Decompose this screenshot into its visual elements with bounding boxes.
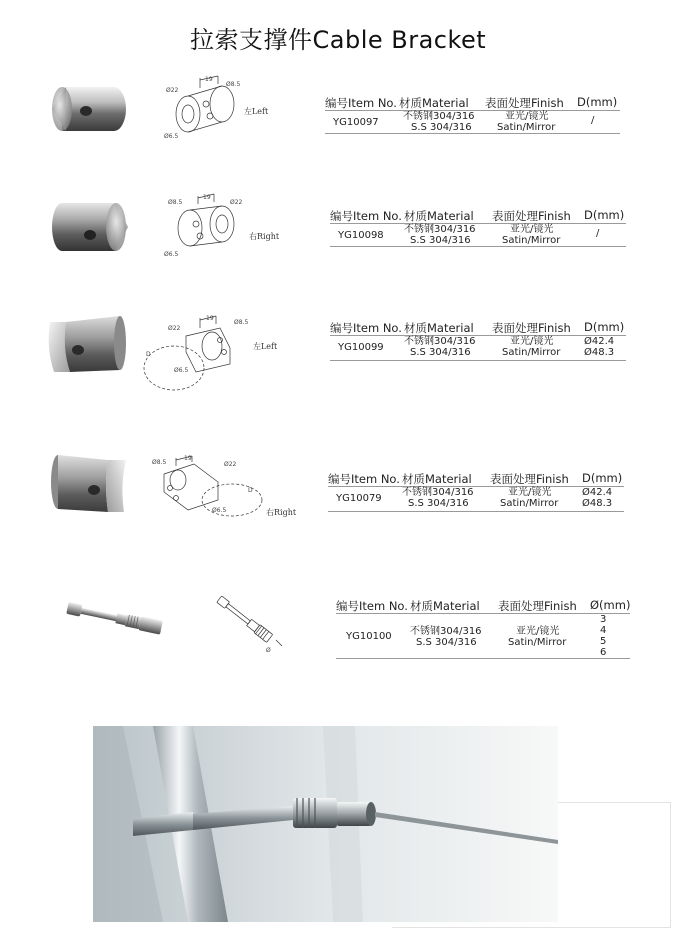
- dim-label: 19: [184, 455, 192, 462]
- item-no: YG10100: [346, 631, 392, 642]
- cylinder-bracket-photo: [48, 193, 132, 263]
- header-finish: 表面处理Finish: [492, 321, 571, 335]
- technical-drawing: [148, 452, 268, 527]
- dimension-value: /: [596, 228, 600, 239]
- dimension-value: 3: [600, 614, 607, 625]
- dimension-value: Ø42.4: [584, 336, 615, 347]
- finish-cn: 亚光/镜光: [508, 487, 552, 498]
- saddle-bracket-photo: [44, 308, 130, 380]
- header-material: 材质Material: [399, 96, 469, 110]
- material-cn: 不锈钢304/316: [410, 626, 482, 637]
- spec-table: [336, 598, 630, 658]
- finish-en: Satin/Mirror: [508, 637, 567, 648]
- item-no: YG10097: [333, 117, 379, 128]
- material-en: S.S 304/316: [411, 122, 472, 133]
- item-no: YG10099: [338, 342, 384, 353]
- header-material: 材质Material: [404, 321, 474, 335]
- material-cn: 不锈钢304/316: [403, 111, 475, 122]
- table-rule: [330, 246, 626, 247]
- product-photo: [44, 308, 130, 380]
- dim-label: Ø22: [166, 87, 179, 94]
- side-label: 右Right: [266, 508, 297, 517]
- dim-label: Ø8.5: [168, 199, 183, 206]
- finish-cn: 亚光/镜光: [516, 626, 560, 637]
- header-item: 编号Item No.: [330, 209, 402, 223]
- header-item: 编号Item No.: [336, 599, 408, 613]
- material-en: S.S 304/316: [408, 498, 469, 509]
- dim-label: Ø22: [230, 199, 243, 206]
- material-cn: 不锈钢304/316: [402, 487, 474, 498]
- side-label: 左Left: [244, 107, 269, 116]
- header-item: 编号Item No.: [328, 472, 400, 486]
- material-en: S.S 304/316: [410, 235, 471, 246]
- cylinder-bracket-photo: [48, 75, 132, 145]
- dimension-value: Ø42.4: [582, 487, 613, 498]
- header-finish: 表面处理Finish: [490, 472, 569, 486]
- product-photo: [46, 446, 132, 520]
- table-rule: [330, 360, 626, 361]
- finish-en: Satin/Mirror: [502, 235, 561, 246]
- dim-label: Ø22: [168, 325, 181, 332]
- dimension-value: /: [591, 115, 595, 126]
- header-finish: 表面处理Finish: [498, 599, 577, 613]
- finish-cn: 亚光/镜光: [510, 224, 554, 235]
- dim-label: 19: [203, 194, 211, 201]
- material-en: S.S 304/316: [410, 347, 471, 358]
- finish-en: Satin/Mirror: [497, 122, 556, 133]
- table-rule: [328, 511, 624, 512]
- cable-terminal-photo: [60, 594, 170, 646]
- dim-label: Ø6.5: [174, 367, 189, 374]
- header-material: 材质Material: [402, 472, 472, 486]
- spec-table: [325, 95, 620, 135]
- table-rule: [325, 133, 620, 134]
- technical-drawing: [160, 72, 250, 147]
- dim-label: Ø6.5: [164, 133, 179, 140]
- material-en: S.S 304/316: [416, 637, 477, 648]
- header-item: 编号Item No.: [325, 96, 397, 110]
- item-no: YG10079: [336, 493, 382, 504]
- dim-label: Ø8.5: [226, 81, 241, 88]
- dimension-value: 5: [600, 636, 607, 647]
- header-d: D(mm): [577, 95, 618, 109]
- dim-label: Ø6.5: [212, 507, 227, 514]
- table-rule: [330, 223, 626, 224]
- dimension-value: Ø48.3: [584, 347, 615, 358]
- header-d: D(mm): [582, 471, 623, 485]
- technical-drawing: [206, 590, 286, 654]
- header-material: 材质Material: [404, 209, 474, 223]
- product-photo: [60, 594, 170, 646]
- finish-cn: 亚光/镜光: [505, 111, 549, 122]
- dimension-value: Ø48.3: [582, 498, 613, 509]
- table-rule: [330, 335, 626, 336]
- dim-label: Ø: [266, 647, 271, 654]
- saddle-bracket-photo: [46, 446, 132, 520]
- material-cn: 不锈钢304/316: [404, 224, 476, 235]
- dim-label: Ø6.5: [164, 251, 179, 258]
- spec-table: [330, 320, 626, 362]
- dimension-value: 6: [600, 647, 607, 658]
- finish-en: Satin/Mirror: [502, 347, 561, 358]
- cable-installation-photo: [93, 726, 558, 922]
- finish-cn: 亚光/镜光: [510, 336, 554, 347]
- finish-en: Satin/Mirror: [500, 498, 559, 509]
- dim-label: D: [248, 487, 253, 494]
- page-title: 拉索支撑件Cable Bracket: [190, 26, 487, 54]
- dim-label: Ø22: [224, 461, 237, 468]
- dim-label: Ø8.5: [234, 319, 249, 326]
- header-finish: 表面处理Finish: [492, 209, 571, 223]
- side-label: 左Left: [253, 342, 278, 351]
- dim-label: 19: [205, 76, 213, 83]
- spec-table: [328, 471, 624, 513]
- dim-label: Ø8.5: [152, 459, 167, 466]
- table-rule: [336, 658, 630, 659]
- dim-label: 19: [206, 315, 214, 322]
- header-phi: Ø(mm): [590, 598, 631, 612]
- technical-drawing: [160, 190, 250, 265]
- dimension-value: 4: [600, 625, 607, 636]
- header-d: D(mm): [584, 320, 625, 334]
- product-photo: [48, 193, 132, 263]
- table-rule: [328, 486, 624, 487]
- header-d: D(mm): [584, 208, 625, 222]
- table-rule: [336, 613, 630, 614]
- header-material: 材质Material: [410, 599, 480, 613]
- spec-table: [330, 208, 626, 248]
- material-cn: 不锈钢304/316: [404, 336, 476, 347]
- header-finish: 表面处理Finish: [485, 96, 564, 110]
- item-no: YG10098: [338, 230, 384, 241]
- dim-label: D: [146, 351, 151, 358]
- technical-drawing: [140, 306, 260, 396]
- side-label: 右Right: [249, 232, 280, 241]
- header-item: 编号Item No.: [330, 321, 402, 335]
- product-photo: [48, 75, 132, 145]
